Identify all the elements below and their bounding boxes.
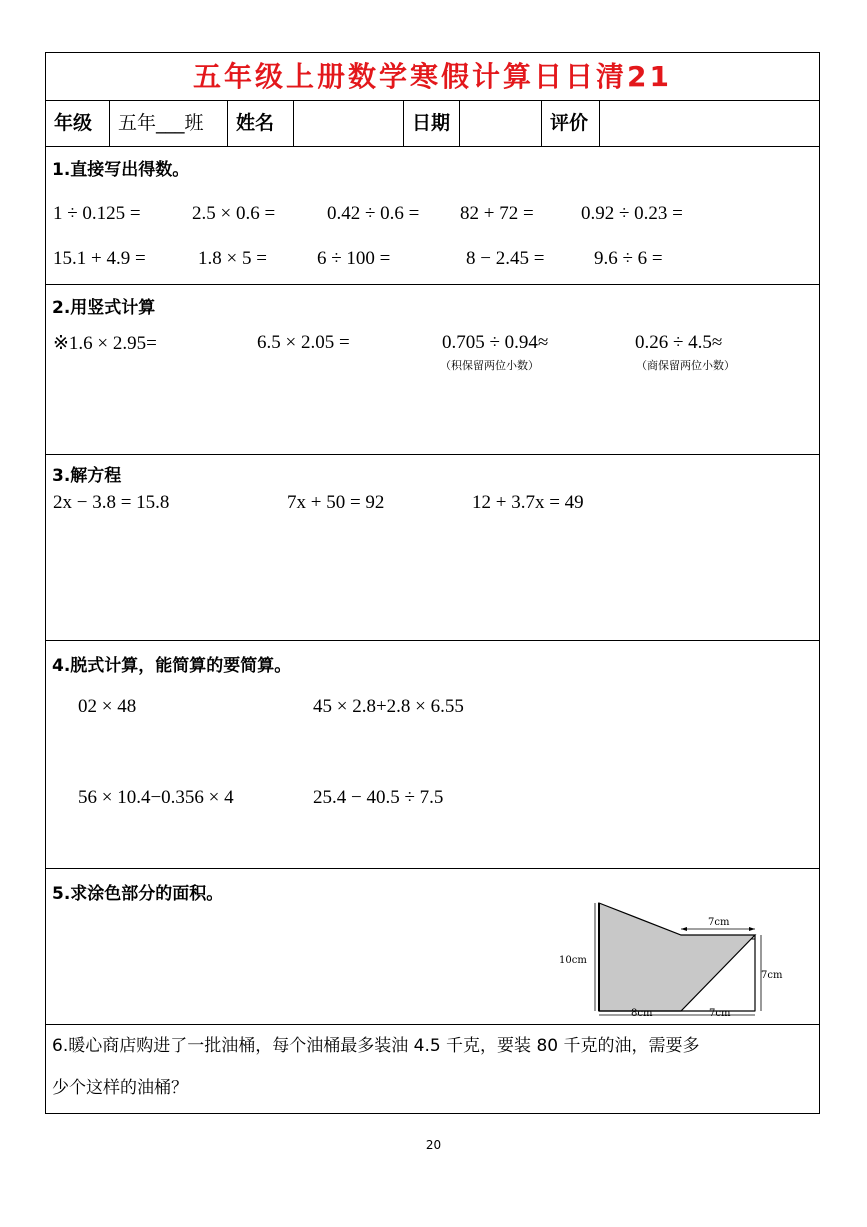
oral-item: 9.6 ÷ 6 = [594,248,663,269]
section-5 [46,869,819,1025]
name-field[interactable] [294,101,404,146]
oral-item: 1.8 × 5 = [198,248,267,269]
section-2 [46,285,819,455]
rounding-note: （积保留两位小数） [440,359,539,372]
stepwise-item: 56 × 10.4−0.356 × 4 [78,787,234,808]
page-number: 20 [425,1138,442,1152]
oral-item: 6 ÷ 100 = [317,248,391,269]
info-row [46,101,819,147]
equation-item: 12 + 3.7x = 49 [472,492,584,513]
section-6 [46,1025,819,1115]
label-bottom-left: 8cm [631,1008,653,1018]
section-4-heading: 4.脱式计算，能简算的要简算。 [52,656,292,676]
label-bottom-right: 7cm [709,1008,731,1018]
section-1-heading: 1.直接写出得数。 [52,160,190,180]
label-top-right: 7cm [708,917,730,928]
eval-field[interactable] [600,101,819,146]
vertical-calc-item: 0.705 ÷ 0.94≈ [442,332,549,353]
worksheet [45,52,820,1114]
rounding-note: （商保留两位小数） [636,359,735,372]
section-1 [46,147,819,285]
grade-field[interactable]: 五年___班 [110,101,228,146]
shaded-region [599,903,755,1011]
section-5-heading: 5.求涂色部分的面积。 [52,884,224,904]
date-label: 日期 [404,101,460,146]
label-left-height: 10cm [559,955,587,966]
oral-item: 82 + 72 = [460,203,534,224]
word-problem-line-2: 少个这样的油桶？ [52,1078,188,1098]
stepwise-item: 25.4 − 40.5 ÷ 7.5 [313,787,444,808]
section-3 [46,455,819,641]
oral-item: 15.1 + 4.9 = [53,248,146,269]
vertical-calc-item: ※1.6 × 2.95= [53,333,157,354]
page-title: 五年级上册数学寒假计算日日清21 [46,53,819,101]
date-field[interactable] [460,101,542,146]
equation-item: 2x − 3.8 = 15.8 [53,492,170,513]
oral-item: 8 − 2.45 = [466,248,545,269]
stepwise-item: 45 × 2.8+2.8 × 6.55 [313,696,464,717]
oral-item: 0.92 ÷ 0.23 = [581,203,683,224]
section-3-heading: 3.解方程 [52,466,122,486]
grade-label: 年级 [46,101,110,146]
equation-item: 7x + 50 = 92 [287,492,385,513]
section-2-heading: 2.用竖式计算 [52,298,156,318]
word-problem-line-1: 6.暖心商店购进了一批油桶，每个油桶最多装油 4.5 千克，要装 80 千克的油，需要多 [52,1036,700,1056]
oral-item: 1 ÷ 0.125 = [53,203,141,224]
eval-label: 评价 [542,101,600,146]
label-right-height: 7cm [761,970,783,981]
vertical-calc-item: 6.5 × 2.05 = [257,332,350,353]
shaded-area-figure [551,883,791,1018]
name-label: 姓名 [228,101,294,146]
oral-item: 0.42 ÷ 0.6 = [327,203,420,224]
stepwise-item: 02 × 48 [78,696,137,717]
oral-item: 2.5 × 0.6 = [192,203,276,224]
section-4 [46,641,819,869]
vertical-calc-item: 0.26 ÷ 4.5≈ [635,332,723,353]
